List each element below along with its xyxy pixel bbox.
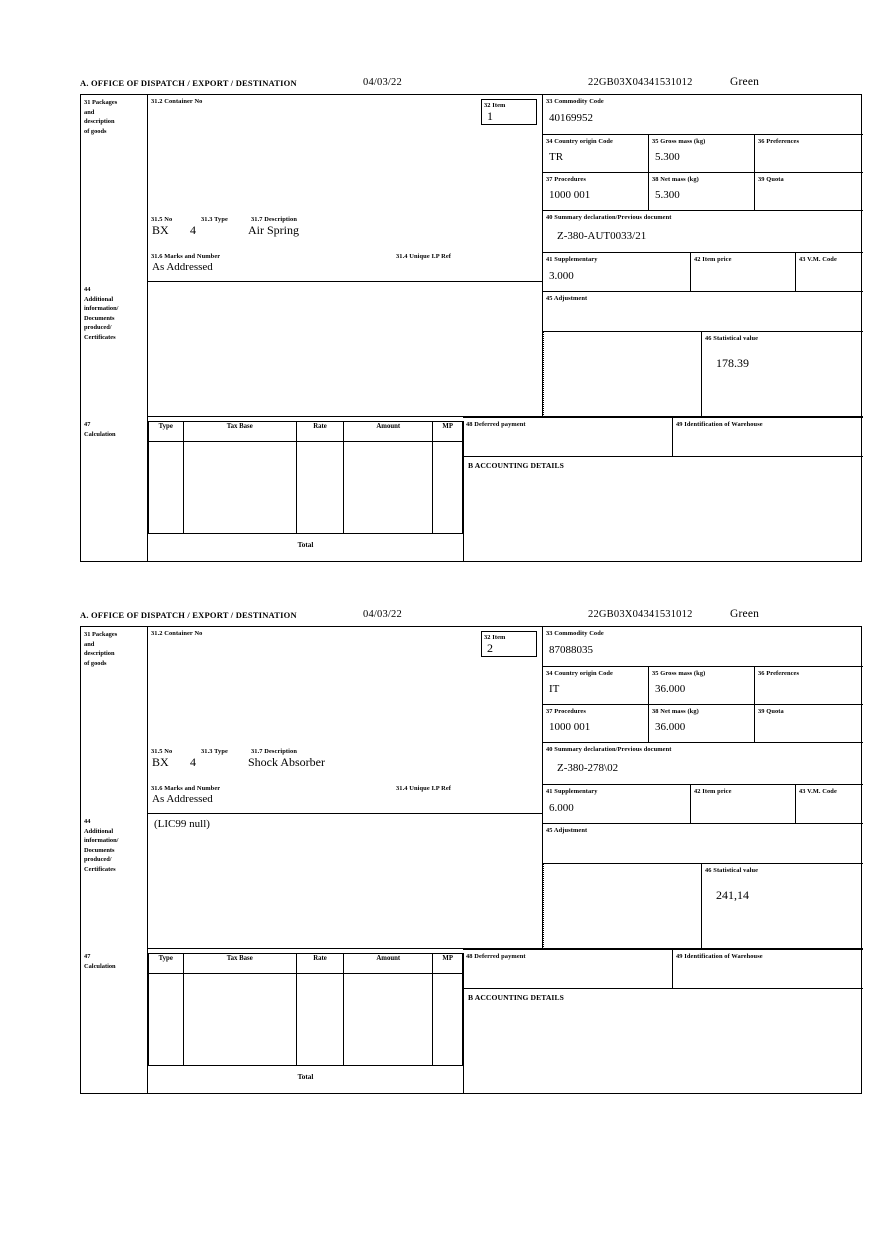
- calculation-header-row: [149, 422, 463, 442]
- calc-col-amount-2: Amount: [344, 954, 433, 974]
- declaration-sheet-1: [80, 78, 862, 562]
- field-44-additional-information-2: [148, 814, 543, 949]
- field-31-7-label: 31.7 Description: [251, 216, 297, 223]
- office-of-dispatch-label-2: A. OFFICE OF DISPATCH / EXPORT / DESTINATION: [80, 610, 297, 620]
- field-31-4-label: 31.4 Unique I.P Ref: [396, 253, 451, 260]
- field-39-label-2: 39 Quota: [758, 708, 784, 715]
- field-33-commodity-code-2: [543, 627, 863, 667]
- field-48-deferred-payment-2: [463, 949, 673, 989]
- table-row: [149, 973, 463, 1065]
- field-47-label-cell-2: [81, 949, 148, 1094]
- field-44-label-line1: 44: [84, 286, 91, 293]
- field-35-label-2: 35 Gross mass (kg): [652, 670, 706, 677]
- field-31-7-label-2: 31.7 Description: [251, 748, 297, 755]
- field-41-supplementary-2: [543, 785, 691, 824]
- field-33-commodity-code: [543, 95, 863, 135]
- field-44-label-line3: information/: [84, 305, 119, 312]
- mrn-number-2: 22GB03X04341531012: [588, 609, 693, 620]
- field-31-label-line1-2: 31 Packages: [84, 631, 118, 638]
- field-31-7-goods-description: Air Spring: [248, 223, 299, 237]
- field-42-value: [691, 264, 795, 270]
- field-31-7-goods-description-2: Shock Absorber: [248, 755, 325, 769]
- field-31-label-line3: description: [84, 118, 115, 125]
- calculation-table: [148, 421, 463, 534]
- field-33-value: 40169952: [549, 112, 593, 124]
- field-38-label: 38 Net mass (kg): [652, 176, 699, 183]
- field-45-value-2: [543, 835, 863, 841]
- sheet-header-1: [80, 78, 862, 94]
- field-36-preferences-2: [755, 667, 863, 705]
- field-31-6-label: 31.6 Marks and Number: [151, 253, 221, 260]
- field-31-label-line4-2: of goods: [84, 659, 107, 667]
- field-31-label-line1: 31 Packages: [84, 99, 118, 106]
- field-46-statistical-value-2: [701, 864, 863, 949]
- field-46-label: 46 Statistical value: [705, 335, 759, 342]
- field-43-value: [796, 264, 863, 270]
- field-44-label-line4: Documents: [84, 314, 115, 322]
- calc-cell-rate: [296, 441, 343, 533]
- field-43-vm-code: [796, 253, 863, 292]
- declaration-box-2: [80, 626, 862, 1094]
- field-44-label-cell-2: [81, 814, 148, 949]
- field-38-value-2: 36.000: [655, 721, 686, 733]
- field-45-adjustment-2: [543, 824, 863, 864]
- calculation-total-row-2: [148, 1066, 463, 1094]
- field-37-value: 1000 001: [549, 189, 591, 201]
- field-45-adjustment: [543, 292, 863, 332]
- section-b-label: B ACCOUNTING DETAILS: [468, 461, 564, 470]
- field-46-left-spacer: [543, 332, 701, 417]
- field-34-label: 34 Country origin Code: [546, 138, 613, 145]
- calc-col-type: Type: [149, 422, 184, 442]
- declaration-box-1: [80, 94, 862, 562]
- field-34-country-origin-2: [543, 667, 649, 705]
- field-35-gross-mass: [649, 135, 755, 173]
- calc-cell-mp-2: [433, 973, 463, 1065]
- field-42-item-price-2: [691, 785, 796, 824]
- calc-cell-amount-2: [344, 973, 433, 1065]
- field-31-2-label-2: 31.2 Container No: [151, 630, 203, 637]
- field-48-label: 48 Deferred payment: [466, 421, 526, 428]
- field-41-label-2: 41 Supplementary: [546, 788, 598, 795]
- field-40-label-2: 40 Summary declaration/Previous document: [546, 746, 672, 753]
- field-35-gross-mass-2: [649, 667, 755, 705]
- field-44-label-cell: [81, 282, 148, 417]
- field-31-5-label: 31.5 No: [151, 216, 173, 223]
- field-31-5-package-count: 4: [190, 223, 196, 237]
- section-b-accounting-details-2: [463, 989, 863, 1094]
- office-of-dispatch-label: A. OFFICE OF DISPATCH / EXPORT / DESTINATION: [80, 78, 297, 88]
- calc-col-mp: MP: [433, 422, 463, 442]
- field-39-value: [755, 184, 863, 189]
- field-42-label: 42 Item price: [694, 256, 732, 263]
- field-47-label-line2-2: Calculation: [84, 962, 116, 970]
- field-31-6-label-2: 31.6 Marks and Number: [151, 785, 221, 792]
- calculation-total-label-2: Total: [297, 1073, 314, 1081]
- field-37-procedures: [543, 173, 649, 211]
- field-31-5-label-2: 31.5 No: [151, 748, 173, 755]
- field-41-value-2: 6.000: [549, 802, 574, 814]
- calculation-header-row-2: [149, 954, 463, 974]
- field-31-label-cell: [81, 95, 148, 282]
- calculation-total-row: [148, 534, 463, 562]
- field-37-label-2: 37 Procedures: [546, 708, 586, 715]
- field-42-item-price: [691, 253, 796, 292]
- calc-cell-mp: [433, 441, 463, 533]
- field-44-additional-information: [148, 282, 543, 417]
- field-45-label-2: 45 Adjustment: [546, 827, 588, 834]
- field-41-label: 41 Supplementary: [546, 256, 598, 263]
- field-46-left-spacer-2: [543, 864, 701, 949]
- declaration-date-2: 04/03/22: [363, 609, 402, 620]
- field-31-label-line2: and: [84, 108, 95, 116]
- declaration-sheet-2: [80, 610, 862, 1094]
- field-40-previous-document-2: [543, 743, 863, 785]
- calc-cell-tax-base-2: [183, 973, 296, 1065]
- field-46-value-2: 241,14: [716, 888, 749, 902]
- calc-col-mp-2: MP: [433, 954, 463, 974]
- field-31-label-line2-2: and: [84, 640, 95, 648]
- field-47-label-cell: [81, 417, 148, 562]
- field-37-procedures-2: [543, 705, 649, 743]
- field-37-value-2: 1000 001: [549, 721, 591, 733]
- field-31-label-cell-2: [81, 627, 148, 814]
- field-46-label-2: 46 Statistical value: [705, 867, 759, 874]
- field-48-deferred-payment: [463, 417, 673, 457]
- field-31-6-marks-number-2: As Addressed: [152, 793, 213, 805]
- calc-cell-tax-base: [183, 441, 296, 533]
- field-44-label-line1-2: 44: [84, 818, 91, 825]
- field-38-net-mass-2: [649, 705, 755, 743]
- field-36-preferences: [755, 135, 863, 173]
- calc-col-rate: Rate: [296, 422, 343, 442]
- field-32-label: 32 Item: [484, 102, 506, 109]
- field-35-label: 35 Gross mass (kg): [652, 138, 706, 145]
- field-32-item-number-2: 2: [487, 641, 493, 655]
- calc-col-rate-2: Rate: [296, 954, 343, 974]
- field-36-label: 36 Preferences: [758, 138, 800, 145]
- mrn-name-2: Green: [730, 608, 760, 620]
- field-44-label-line6-2: Certificates: [84, 865, 116, 873]
- field-33-value-2: 87088035: [549, 644, 593, 656]
- field-38-value: 5.300: [655, 189, 680, 201]
- field-43-vm-code-2: [796, 785, 863, 824]
- mrn-name: Green: [730, 76, 760, 88]
- calc-cell-rate-2: [296, 973, 343, 1065]
- calc-cell-type: [149, 441, 184, 533]
- field-32-label-2: 32 Item: [484, 634, 506, 641]
- field-46-statistical-value: [701, 332, 863, 417]
- field-42-value-2: [691, 796, 795, 802]
- field-41-supplementary: [543, 253, 691, 292]
- field-31-3-package-type-2: BX: [152, 755, 169, 769]
- field-36-label-2: 36 Preferences: [758, 670, 800, 677]
- field-44-label-line4-2: Documents: [84, 846, 115, 854]
- field-47-calculation-grid: [148, 421, 463, 534]
- field-32-item-box: [481, 99, 537, 125]
- table-row: [149, 441, 463, 533]
- section-b-label-2: B ACCOUNTING DETAILS: [468, 993, 564, 1002]
- field-46-value: 178.39: [716, 356, 749, 370]
- field-31-6-marks-number: As Addressed: [152, 261, 213, 273]
- declaration-date: 04/03/22: [363, 77, 402, 88]
- field-44-label-line2: Additional: [84, 295, 114, 303]
- field-44-label-line5-2: produced/: [84, 856, 112, 863]
- field-49-label-2: 49 Identification of Warehouse: [676, 953, 763, 960]
- field-31-3-package-type: BX: [152, 223, 169, 237]
- field-49-identification-of-warehouse: [673, 417, 863, 457]
- field-47-calculation-grid-2: [148, 953, 463, 1066]
- field-41-value: 3.000: [549, 270, 574, 282]
- field-48-label-2: 48 Deferred payment: [466, 953, 526, 960]
- field-39-quota-2: [755, 705, 863, 743]
- calc-cell-amount: [344, 441, 433, 533]
- field-34-label-2: 34 Country origin Code: [546, 670, 613, 677]
- field-40-label: 40 Summary declaration/Previous document: [546, 214, 672, 221]
- field-31-3-label-2: 31.3 Type: [201, 748, 228, 755]
- field-40-value-2: Z-380-278\02: [557, 762, 619, 774]
- field-47-label-line1: 47: [84, 421, 91, 428]
- field-35-value: 5.300: [655, 151, 680, 163]
- field-40-previous-document: [543, 211, 863, 253]
- field-44-label-line5: produced/: [84, 324, 112, 331]
- field-36-value: [755, 146, 863, 151]
- field-45-label: 45 Adjustment: [546, 295, 588, 302]
- field-38-net-mass: [649, 173, 755, 211]
- field-45-value: [543, 303, 863, 309]
- field-34-country-origin: [543, 135, 649, 173]
- mrn-number: 22GB03X04341531012: [588, 77, 693, 88]
- calc-col-type-2: Type: [149, 954, 184, 974]
- field-37-label: 37 Procedures: [546, 176, 586, 183]
- field-44-value: [148, 282, 542, 286]
- field-32-item-number: 1: [487, 109, 493, 123]
- field-38-label-2: 38 Net mass (kg): [652, 708, 699, 715]
- field-33-label: 33 Commodity Code: [546, 98, 604, 105]
- field-43-value-2: [796, 796, 863, 802]
- calc-col-tax-base: Tax Base: [183, 422, 296, 442]
- field-31-5-package-count-2: 4: [190, 755, 196, 769]
- section-b-accounting-details: [463, 457, 863, 562]
- field-49-identification-of-warehouse-2: [673, 949, 863, 989]
- field-49-label: 49 Identification of Warehouse: [676, 421, 763, 428]
- field-42-label-2: 42 Item price: [694, 788, 732, 795]
- calculation-table-2: [148, 953, 463, 1066]
- field-32-item-box-2: [481, 631, 537, 657]
- field-34-value: TR: [549, 151, 564, 163]
- field-31-label-line4: of goods: [84, 127, 107, 135]
- field-31-4-label-2: 31.4 Unique I.P Ref: [396, 785, 451, 792]
- calc-col-tax-base-2: Tax Base: [183, 954, 296, 974]
- field-31-2-label: 31.2 Container No: [151, 98, 203, 105]
- field-44-label-line6: Certificates: [84, 333, 116, 341]
- field-44-value-2: (LIC99 null): [154, 818, 210, 830]
- field-31-label-line3-2: description: [84, 650, 115, 657]
- field-47-label-line2: Calculation: [84, 430, 116, 438]
- calculation-total-label: Total: [297, 541, 314, 549]
- field-43-label-2: 43 V.M. Code: [799, 788, 837, 795]
- field-39-label: 39 Quota: [758, 176, 784, 183]
- field-39-value-2: [755, 716, 863, 721]
- field-36-value-2: [755, 678, 863, 683]
- calc-col-amount: Amount: [344, 422, 433, 442]
- sheet-header-2: [80, 610, 862, 626]
- field-33-label-2: 33 Commodity Code: [546, 630, 604, 637]
- field-34-value-2: IT: [549, 683, 560, 695]
- field-47-label-line1-2: 47: [84, 953, 91, 960]
- field-40-value: Z-380-AUT0033/21: [557, 230, 647, 242]
- field-39-quota: [755, 173, 863, 211]
- field-31-3-label: 31.3 Type: [201, 216, 228, 223]
- field-43-label: 43 V.M. Code: [799, 256, 837, 263]
- field-35-value-2: 36.000: [655, 683, 686, 695]
- calc-cell-type-2: [149, 973, 184, 1065]
- field-44-label-line3-2: information/: [84, 837, 119, 844]
- field-44-label-line2-2: Additional: [84, 827, 114, 835]
